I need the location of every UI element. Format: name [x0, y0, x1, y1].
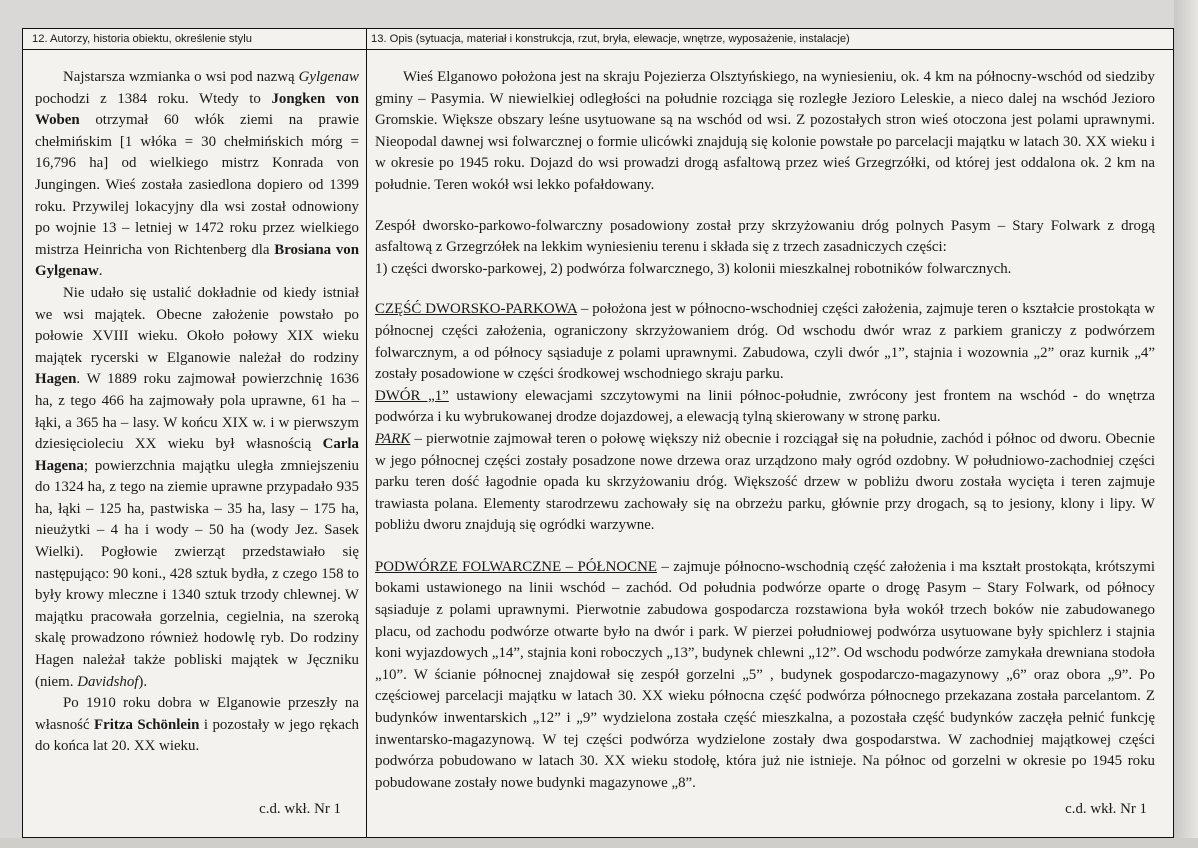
- left-column: [35, 67, 359, 758]
- right-paragraph-manor: CZĘŚĆ DWORSKO-PARKOWA – położona jest w północno-wschodniej części założenia, zajmuje teren o kształcie prostokąta w północnej części założenia, ograniczony skrzyżowaniem dróg. Od wschodu dwór wraz z parkiem graniczy z podwórzem folwarcznym, a od północy sąsiaduje z polami uprawnymi. Zabudowa, czyli dwór „1”, stajnia i wozownia „2” oraz kurnik „4” zostały posadowione w części środkowej wschodniego skraju parku.: [375, 301, 1155, 383]
- person-name: Fritza Schönlein: [94, 716, 200, 733]
- place-name: Gylgenaw: [298, 69, 359, 85]
- left-paragraph-2: Nie udało się ustalić dokładnie od kiedy istniał we wsi majątek. Obecne założenie powstało po połowie XVIII wieku. Około połowy XIX wieku majątek rycerski w Elganowie należał do rodziny Hagen. W 1889 roku zajmował powierzchnię 1636 ha, z tego 466 ha zajmowały pola uprawne, 61 ha – łąki, a 365 ha – lasy. W końcu XIX w. i w pierwszym dziesięcioleciu XX wieku był własnością Carla Hagena; powierzchnia majątku uległa zmniejszeniu do 1324 ha, z tego na ziemie uprawne przypadało 935 ha, łąki – 125 ha, pastwiska – 35 ha, lasy – 175 ha, nieużytki – 4 ha i wody – 50 ha (wody Jez. Sasek Wielki). Pogłowie zwierząt przedstawiało się następująco: 90 koni., 428 sztuk bydła, z czego 158 to były krowy mleczne i 1340 sztuk trzody chlewnej. W majątku pracowała gorzelnia, cegielnia, na szeroką skalę prowadzono również hodowlę ryb. Do rodziny Hagen należał także pobliski majątek w Jęczniku (niem. Davidshof).: [35, 284, 359, 690]
- right-paragraph-dwor: DWÓR „1” ustawiony elewacjami szczytowymi na linii północ-południe, zwrócony jest frontem na wschód - do wnętrza podwórza i ku wybrukowanej drodze dojazdowej, a elewacją tylną skierowany w stronę parku.: [375, 387, 1155, 426]
- left-paragraph-1: Najstarsza wzmianka o wsi pod nazwą Gylgenaw pochodzi z 1384 roku. Wtedy to Jongken von Woben otrzymał 60 włók ziemi na prawie chełmińskim [1 włóka = 30 chełmińskich mórg = 16,796 ha] od wielkiego mistrz Konrada von Jungingen. Wieś została zasiedlona dopiero od 1399 roku. Przywilej lokacyjny dla wsi został odnowiony po wojnie 13 – letniej w 1472 roku przez wielkiego mistrza Heinricha von Richtenberg dla Brosiana von Gylgenaw.: [35, 69, 359, 280]
- column-divider: [366, 29, 367, 837]
- left-continuation-note: c.d. wkł. Nr 1: [259, 801, 341, 817]
- section-heading: DWÓR „1”: [375, 387, 449, 404]
- page-edge-right: [1174, 0, 1198, 848]
- place-name: Davidshof: [77, 673, 139, 690]
- section-heading: PARK: [375, 430, 411, 447]
- right-column: [375, 67, 1155, 794]
- right-continuation-note: c.d. wkł. Nr 1: [1065, 801, 1147, 817]
- right-paragraph-parts: 1) części dworsko-parkowej, 2) podwórza folwarcznego, 3) kolonii mieszkalnej robotników folwarcznych.: [375, 260, 1012, 277]
- family-name: Hagen: [35, 371, 77, 388]
- left-paragraph-3: Po 1910 roku dobra w Elganowie przeszły na własność Fritza Schönlein i pozostały w jego rękach do końca lat 20. XX wieku.: [35, 695, 359, 755]
- header-col2: 13. Opis (sytuacja, materiał i konstrukcja, rzut, bryła, elewacje, wnętrze, wyposażenie, instalacje): [371, 33, 850, 45]
- section-heading: PODWÓRZE FOLWARCZNE – PÓŁNOCNE: [375, 558, 657, 575]
- document-sheet: [22, 28, 1174, 838]
- right-paragraph-farmyard: PODWÓRZE FOLWARCZNE – PÓŁNOCNE – zajmuje północno-wschodnią część założenia i ma kształt prostokąta, krótszymi bokami ustawionego na linii wschód – zachód. Od południa podwórze oparte o drogę Pasym – Stary Folwark, od północy sąsiaduje z polami uprawnymi. Pierwotnie zabudowa gospodarcza rozstawiona była wokół trzech boków nie zabudowanego placu, od zachodu podwórze otwarte było na dwór i park. W pierzei południowej podwórza usytuowane były spichlerz i stajnia koni wyjazdowych „14”, stajnia koni roboczych „13”, budynek chlewni „12”. Od wschodu podwórze zamykała drewniana stodoła „10”. W ścianie północnej znajdował się zespół gorzelni „5” , budynek gospodarczo-magazynowy „6” oraz obora „9”. Po częściowej parcelacji majątku w latach 30. XX wieku północna część podwórza północnego przekazana została parcelantom. Z budynków inwentarskich „12” i „9” wydzielona została część mieszkalna, a pozostała część budynków zaczęła pełnić funkcję inwentarsko-magazynową. W tej części podwórza wydzielone zostały dwa gospodarstwa. W zachodniej majątkowej części podwórza pobudowano w latach 30. XX wieku stodołę, która już nie istnieje. Na północ od gorzelni w okresie po 1945 roku pobudowane zostały nowe budynki magazynowe „8”.: [375, 558, 1155, 791]
- header-col1: 12. Autorzy, historia obiektu, określenie stylu: [32, 33, 252, 45]
- section-heading: CZĘŚĆ DWORSKO-PARKOWA: [375, 301, 577, 318]
- person-name: Carla Hagena: [35, 436, 359, 474]
- person-name: Brosiana von Gylgenaw: [35, 241, 359, 280]
- page-edge-bottom: [0, 838, 1198, 848]
- person-name: Jongken von Woben: [35, 90, 359, 129]
- header-row: [23, 29, 1173, 50]
- right-paragraph-complex: Zespół dworsko-parkowo-folwarczny posadowiony został przy skrzyżowaniu dróg polnych Pasym – Stary Folwark z drogą asfaltową z Grzegrzółek na lekkim wyniesieniu terenu i składa się z trzech zasadniczych części:: [375, 217, 1155, 256]
- right-paragraph-park: PARK – pierwotnie zajmował teren o połowę większy niż obecnie i rozciągał się na południe, zachód i północ od dworu. Obecnie w jego północnej części zostały posadzone nowe drzewa oraz urządzono mały ogród ozdobny. W południowo-zachodniej części parku teren dość łagodnie opada ku skrzyżowaniu dróg. Większość drzew w pobliżu dworu została wycięta i teren zajmuje trawiasta polana. Elementy starodrzewu zachowały się na obrzeżu parku, głównie przy drogach, są to jesiony, klony i lipy. W pobliżu dworu znajdują się ogródki warzywne.: [375, 430, 1155, 534]
- right-paragraph-location: Wieś Elganowo położona jest na skraju Pojezierza Olsztyńskiego, na wyniesieniu, ok. 4 km na północny-wschód od siedziby gminy – Pasymia. W niewielkiej odległości na południe rozciąga się rozległe Jezioro Leleskie, a nieco dalej na wschód Jezioro Gromskie. Większe obszary leśne usytuowane są na wschód od wsi. Z pozostałych stron wieś otoczona jest polami uprawnymi. Nieopodal dawnej wsi folwarcznej o formie ulicówki znajdują się kolonie powstałe po parcelacji majątku w latach 30. XX wieku i w okresie po 1945 roku. Dojazd do wsi prowadzi drogą asfaltową przez wieś Grzegrzółki, od której jest oddalona ok. 2 km na południe. Teren wokół wsi lekko pofałdowany.: [375, 69, 1155, 193]
